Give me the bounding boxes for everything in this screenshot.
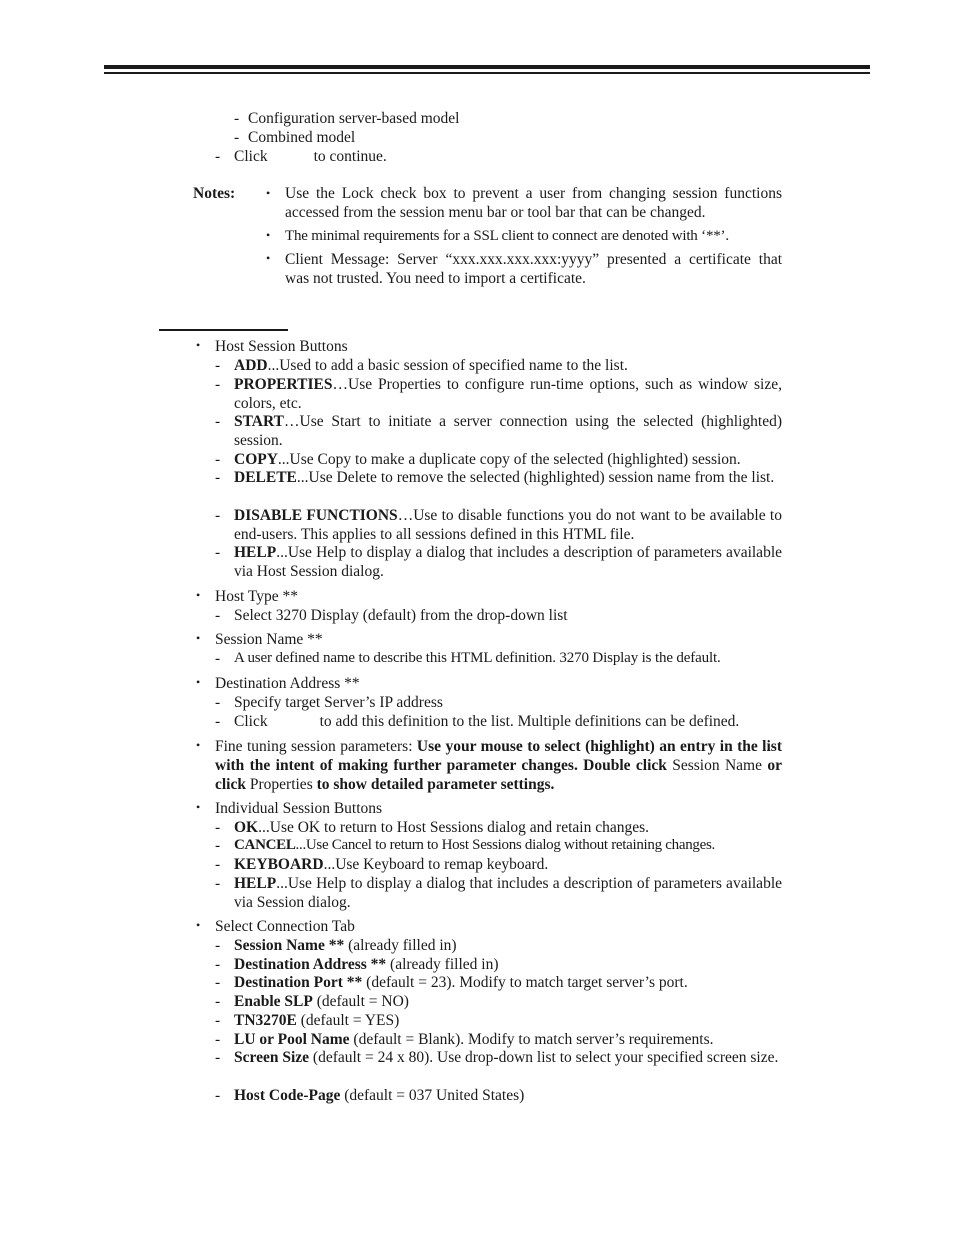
dash: - <box>215 148 221 165</box>
dash: - <box>215 956 221 973</box>
bullet-icon: • <box>196 588 201 602</box>
section-heading: Host Type ** <box>215 588 299 605</box>
dash: - <box>215 1031 221 1048</box>
note-item: Client Message: Server “xxx.xxx.xxx.xxx:yyyy” presented a certificate that was not trusted. You need to import a certificate. <box>285 251 782 287</box>
list-item: Select 3270 Display (default) from the drop-down list <box>234 607 568 624</box>
bullet-icon: • <box>266 186 271 200</box>
list-item: DELETE...Use Delete to remove the selected (highlighted) session name from the list. <box>234 469 775 486</box>
list-item: TN3270E (default = YES) <box>234 1012 400 1029</box>
list-item: Destination Address ** (already filled in) <box>234 956 499 973</box>
section-heading: Session Name ** <box>215 631 323 648</box>
fine-tuning-paragraph: Fine tuning session parameters: Use your mouse to select (highlight) an entry in the list with the intent of making further parameter changes. Double click Session Name or click Properties to show detailed parameter settings. <box>215 738 782 793</box>
list-item: LU or Pool Name (default = Blank). Modify to match server’s requirements. <box>234 1031 714 1048</box>
list-item: ADD...Used to add a basic session of specified name to the list. <box>234 357 628 374</box>
dash: - <box>215 819 221 836</box>
list-item: Click to continue. <box>234 148 387 165</box>
dash: - <box>215 1087 221 1104</box>
bullet-icon: • <box>196 738 201 752</box>
bullet-icon: • <box>196 338 201 352</box>
list-item: HELP...Use Help to display a dialog that includes a description of parameters available via Session dialog. <box>234 875 782 911</box>
dash: - <box>234 110 240 127</box>
list-item: Destination Port ** (default = 23). Modify to match target server’s port. <box>234 974 688 991</box>
list-item: Specify target Server’s IP address <box>234 694 443 711</box>
list-item: Session Name ** (already filled in) <box>234 937 457 954</box>
dash: - <box>215 713 221 730</box>
list-item: HELP...Use Help to display a dialog that includes a description of parameters available via Host Session dialog. <box>234 544 782 580</box>
header-rule-thick <box>104 65 870 69</box>
list-item: Configuration server-based model <box>248 110 460 127</box>
dash: - <box>234 129 240 146</box>
dash: - <box>215 875 221 892</box>
dash: - <box>215 650 221 667</box>
note-item: Use the Lock check box to prevent a user from changing session functions accessed from the session menu bar or tool bar that can be changed. <box>285 185 782 221</box>
section-heading: Host Session Buttons <box>215 338 348 355</box>
list-item: START…Use Start to initiate a server connection using the selected (highlighted) session. <box>234 413 782 449</box>
section-rule <box>159 329 288 331</box>
list-item: Enable SLP (default = NO) <box>234 993 409 1010</box>
bullet-icon: • <box>266 251 271 265</box>
dash: - <box>215 1049 221 1066</box>
dash: - <box>215 837 221 854</box>
section-heading: Select Connection Tab <box>215 918 355 935</box>
dash: - <box>215 856 221 873</box>
dash: - <box>215 357 221 374</box>
dash: - <box>215 507 221 524</box>
section-heading: Destination Address ** <box>215 675 360 692</box>
list-item: A user defined name to describe this HTML definition. 3270 Display is the default. <box>234 650 721 666</box>
dash: - <box>215 1012 221 1029</box>
bullet-icon: • <box>196 918 201 932</box>
dash: - <box>215 974 221 991</box>
bullet-icon: • <box>266 228 271 242</box>
list-item: CANCEL...Use Cancel to return to Host Sessions dialog without retaining changes. <box>234 837 715 853</box>
dash: - <box>215 993 221 1010</box>
bullet-icon: • <box>196 675 201 689</box>
dash: - <box>215 451 221 468</box>
bullet-icon: • <box>196 631 201 645</box>
header-rule-thin <box>104 72 870 74</box>
dash: - <box>215 937 221 954</box>
dash: - <box>215 469 221 486</box>
list-item: COPY...Use Copy to make a duplicate copy of the selected (highlighted) session. <box>234 451 741 468</box>
list-item: Screen Size (default = 24 x 80). Use drop-down list to select your specified screen size. <box>234 1049 779 1066</box>
list-item: Host Code-Page (default = 037 United States) <box>234 1087 525 1104</box>
list-item: Combined model <box>248 129 356 146</box>
dash: - <box>215 607 221 624</box>
list-item: KEYBOARD...Use Keyboard to remap keyboard. <box>234 856 549 873</box>
list-item: OK...Use OK to return to Host Sessions dialog and retain changes. <box>234 819 650 836</box>
notes-label: Notes: <box>193 185 236 202</box>
dash: - <box>215 413 221 430</box>
section-heading: Individual Session Buttons <box>215 800 383 817</box>
dash: - <box>215 376 221 393</box>
dash: - <box>215 694 221 711</box>
list-item: DISABLE FUNCTIONS…Use to disable functions you do not want to be available to end-users. This applies to all sessions defined in this HTML file. <box>234 507 782 543</box>
note-item: The minimal requirements for a SSL client to connect are denoted with ‘**’. <box>285 228 729 244</box>
bullet-icon: • <box>196 800 201 814</box>
list-item: Click to add this definition to the list. Multiple definitions can be defined. <box>234 713 740 730</box>
list-item: PROPERTIES…Use Properties to configure run-time options, such as window size, colors, etc. <box>234 376 782 412</box>
dash: - <box>215 544 221 561</box>
